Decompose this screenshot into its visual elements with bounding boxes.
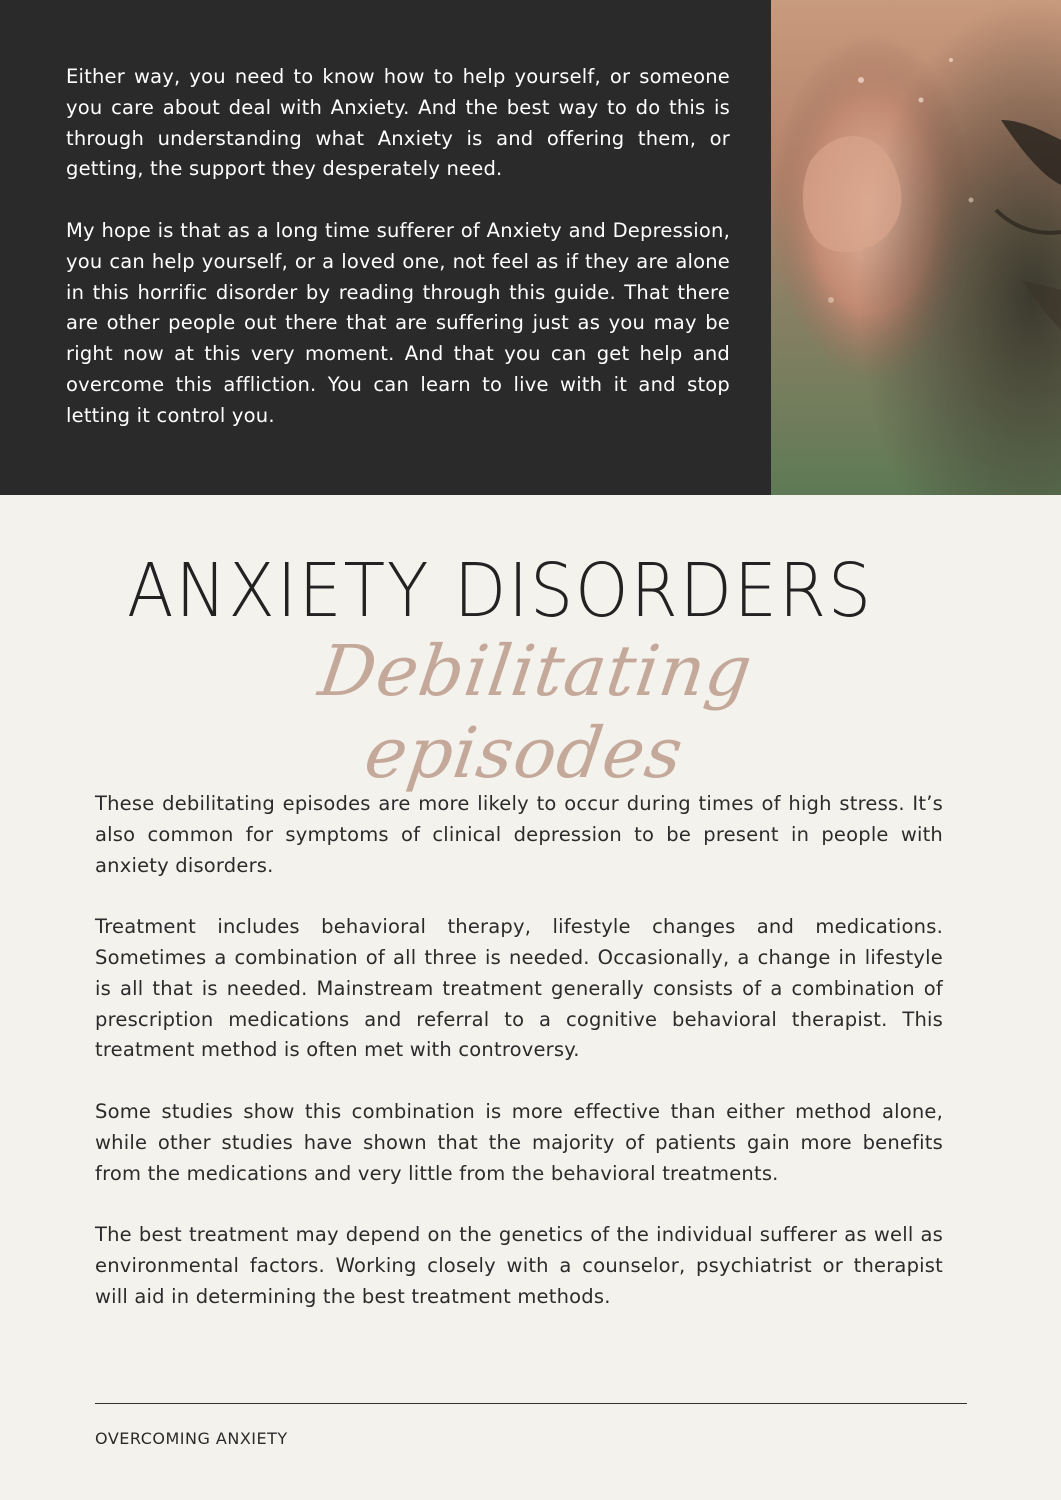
intro-paragraph: Either way, you need to know how to help yourself, or someone you care about deal with Anxiety. And the best way to do this is through understanding what Anxiety is and offering them, or getting, the support they desperately need. [66,65,730,181]
body-paragraph: Treatment includes behavioral therapy, lifestyle changes and medications. Sometimes a combination of all three is needed. Occasionally, a change in lifestyle is all that is needed. Mainstream treatment generally consists of a combination of prescription medications and referral to a cognitive behavioral therapist. This treatment method is often met with controversy. [95,915,943,1062]
body-paragraph: These debilitating episodes are more likely to occur during times of high stress. It’s also common for symptoms of clinical depression to be present in people with anxiety disorders. [95,792,943,877]
intro-text [66,62,730,432]
section-title: ANXIETY DISORDERS [127,548,873,634]
footer-label: OVERCOMING ANXIETY [95,1429,288,1448]
section-body [95,789,943,1313]
body-paragraph: Some studies show this combination is more effective than either method alone, while other studies have shown that the majority of patients gain more benefits from the medications and very little from the behavioral treatments. [95,1099,943,1185]
face-closeup-photo [771,0,1061,495]
footer-divider [95,1403,967,1404]
section-subtitle: Debilitating episodes [314,630,758,794]
intro-paragraph: My hope is that as a long time sufferer of Anxiety and Depression, you can help yourself, or a loved one, not feel as if they are alone in this horrific disorder by reading through this guide. That there are other people out there that are suffering just as you may be right now at this very moment. And that you can get help and overcome this affliction. You can learn to live with it and stop letting it control you. [66,218,730,427]
body-paragraph: The best treatment may depend on the genetics of the individual sufferer as well as environmental factors. Working closely with a counselor, psychiatrist or therapist will aid in determining the best treatment methods. [95,1223,943,1308]
